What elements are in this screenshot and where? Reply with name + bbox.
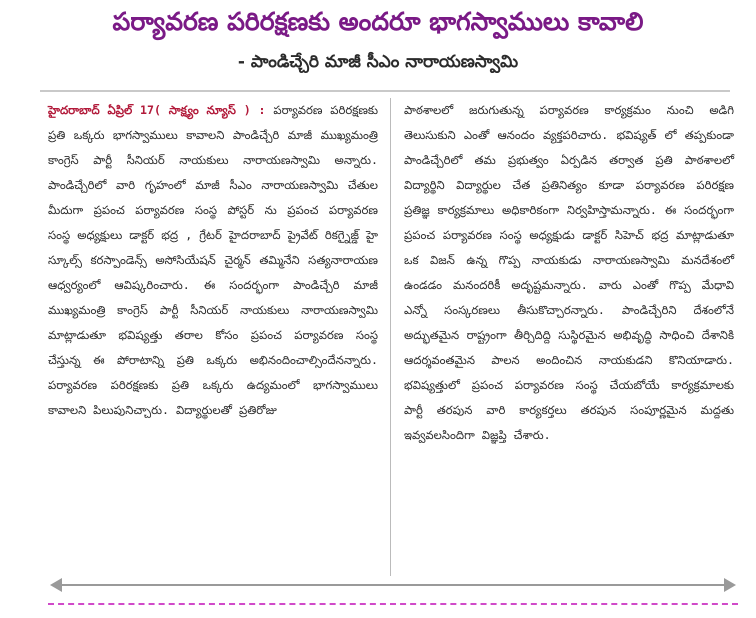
dateline: హైదరాబాద్ ఏప్రిల్ 17( సాక్ష్యం న్యూస్ ) :: [48, 103, 266, 117]
article-headline: పర్యావరణ పరిరక్షణకు అందరూ భాగస్వాములు కావాలి: [112, 7, 644, 36]
right-column-text: పాఠశాలలో జరుగుతున్న పర్యావరణ కార్యక్రమం నుంచి అడిగి తెలుసుకుని ఎంతో ఆనందం వ్యక్తపరిచారు. భవిష్యత్ లో తప్పకుండా పాండిచ్చేరిలో తమ ప్రభుత్వం ఏర్పడిన తర్వాత ప్రతి పాఠశాలలో విద్యార్థిని విద్యార్థుల చేత ప్రతినిత్యం కూడా పర్యావరణ పరిరక్షణ ప్రతిజ్ఞ కార్యక్రమాలు అధికారికంగా నిర్వహిస్తామన్నారు. ఈ సందర్భంగా ప్రపంచ పర్యావరణ సంస్థ అధ్యక్షుడు డాక్టర్ సిహెచ్ భద్ర మాట్లాడుతూ ఒక విజన్ ఉన్న గొప్ప నాయకుడు నారాయణస్వామి మనదేశంలో ఉండడం మనందరికీ అదృష్టమన్నారు. వారు ఎంతో గొప్ప మేధావి ఎన్నో సంస్కరణలు తీసుకొచ్చారన్నారు. పాండిచ్చేరిని దేశంలోనే అద్భుతమైన రాష్ట్రంగా తీర్చిదిద్ది సుస్థిరమైన అభివృద్ధి సాధించి దేశానికి ఆదర్శవంతమైన పాలన అందించిన నాయకుడని కొనియాడారు. భవిష్యత్తులో ప్రపంచ పర్యావరణ సంస్థ చేయబోయే కార్యక్రమాలకు పార్టీ తరపున వారి కార్యకర్తలు తరపున సంపూర్ణమైన మద్దతు ఇవ్వవలసిందిగా విజ్ఞప్తి చేశారు.: [404, 103, 734, 442]
left-column-text: పర్యావరణ పరిరక్షణకు ప్రతి ఒక్కరు భాగస్వాములు కావాలని పాండిచ్చేరి మాజీ ముఖ్యమంత్రి కాంగ్రెస్ పార్టీ సీనియర్ నాయకులు నారాయణస్వామి అన్నారు. పాండిచ్చేరిలో వారి గృహంలో మాజీ సీఎం నారాయణస్వామి చేతుల మీదుగా ప్రపంచ పర్యావరణ సంస్థ పోస్టర్ ను ప్రపంచ పర్యావరణ సంస్థ అధ్యక్షులు డాక్టర్ భద్ర , గ్రేటర్ హైదరాబాద్ ప్రైవేట్ రికగ్నైజ్డ్ హై స్కూల్స్ కరస్పాండెన్స్ అసోసియేషన్ చైర్మన్ తమ్మినేని సత్యనారాయణ ఆధ్వర్యంలో ఆవిష్కరించారు. ఈ సందర్భంగా పాండిచ్చేరి మాజీ ముఖ్యమంత్రి కాంగ్రెస్ పార్టీ సీనియర్ నాయకులు నారాయణస్వామి మాట్లాడుతూ భవిష్యత్తు తరాల కోసం ప్రపంచ పర్యావరణ సంస్థ చేస్తున్న ఈ పోరాటాన్ని ప్రతి ఒక్కరు అభినందించాల్సిందేనన్నారు. పర్యావరణ పరిరక్షణకు ప్రతి ఒక్కరు ఉద్యమంలో భాగస్వాములు కావాలని పిలుపునిచ్చారు. విద్యార్థులతో ప్రతిరోజు: [48, 103, 378, 417]
column-divider: [390, 98, 391, 576]
left-column: [48, 98, 378, 423]
double-arrow-line: [58, 584, 728, 586]
left-column-paragraph: [48, 98, 378, 423]
header-divider: [40, 90, 730, 92]
dashed-border: [48, 603, 738, 605]
article-subheadline: - పాండిచ్చేరి మాజీ సీఎం నారాయణస్వామి: [237, 52, 519, 72]
arrow-right-icon: [724, 578, 736, 592]
right-column: [404, 98, 734, 448]
